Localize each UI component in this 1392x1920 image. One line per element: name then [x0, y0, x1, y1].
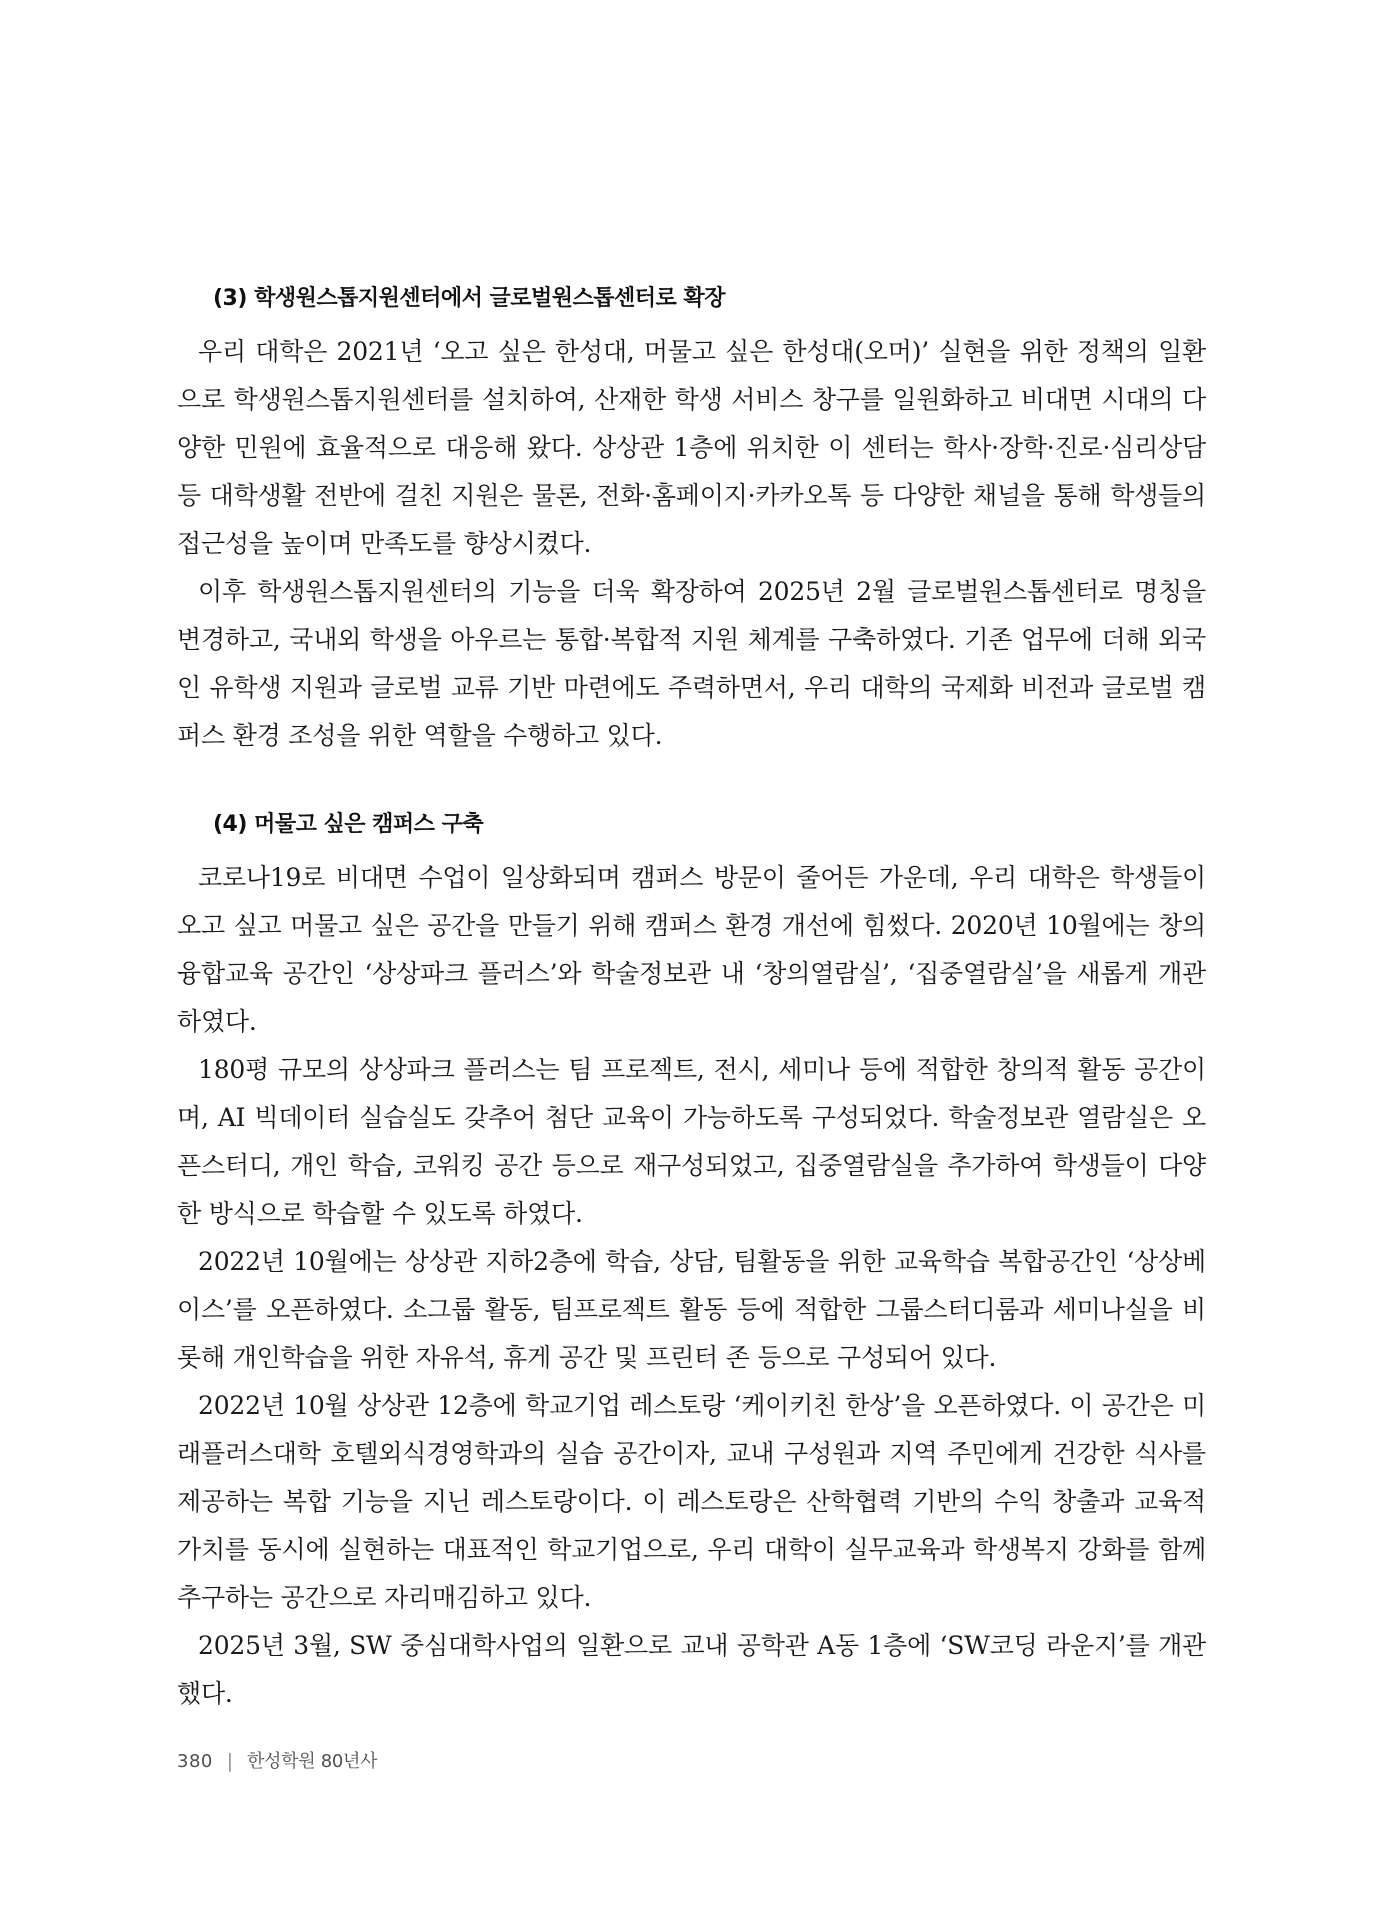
section-1 — [177, 283, 1206, 760]
body-paragraph: 180평 규모의 상상파크 플러스는 팀 프로젝트, 전시, 세미나 등에 적합한 창의적 활동 공간이며, AI 빅데이터 실습실도 갖추어 첨단 교육이 가능하도록 구성되었다. 학술정보관 열람실은 오픈스터디, 개인 학습, 코워킹 공간 등으로 재구성되었고, 집중열람실을 추가하여 학생들이 다양한 방식으로 학습할 수 있도록 하였다. — [177, 1055, 1206, 1228]
section-heading: (3) 학생원스톱지원센터에서 글로벌원스톱센터로 확장 — [213, 286, 725, 311]
section-2 — [177, 809, 1206, 1718]
page-content — [177, 283, 1206, 1718]
sections-container — [177, 283, 1206, 1718]
body-paragraph: 코로나19로 비대면 수업이 일상화되며 캠퍼스 방문이 줄어든 가운데, 우리 대학은 학생들이 오고 싶고 머물고 싶은 공간을 만들기 위해 캠퍼스 환경 개선에 힘썼다. 2020년 10월에는 창의융합교육 공간인 ‘상상파크 플러스’와 학술정보관 내 ‘창의열람실’, ‘집중열람실’을 새롭게 개관하였다. — [177, 863, 1206, 1036]
body-paragraph: 2022년 10월에는 상상관 지하2층에 학습, 상담, 팀활동을 위한 교육학습 복합공간인 ‘상상베이스’를 오픈하였다. 소그룹 활동, 팀프로젝트 활동 등에 적합한 그룹스터디룸과 세미나실을 비롯해 개인학습을 위한 자유석, 휴게 공간 및 프린터 존 등으로 구성되어 있다. — [177, 1247, 1206, 1372]
body-paragraph: 2025년 3월, SW 중심대학사업의 일환으로 교내 공학관 A동 1층에 ‘SW코딩 라운지’를 개관했다. — [177, 1631, 1206, 1708]
page-number: 380 — [177, 1751, 213, 1772]
book-title: 한성학원 80년사 — [246, 1751, 378, 1772]
footer-separator: | — [226, 1750, 233, 1773]
section-heading: (4) 머물고 싶은 캠퍼스 구축 — [213, 812, 484, 837]
body-paragraph: 우리 대학은 2021년 ‘오고 싶은 한성대, 머물고 싶은 한성대(오머)’ 실현을 위한 정책의 일환으로 학생원스톱지원센터를 설치하여, 산재한 학생 서비스 창구를 일원화하고 비대면 시대의 다양한 민원에 효율적으로 대응해 왔다. 상상관 1층에 위치한 이 센터는 학사·장학·진로·심리상담 등 대학생활 전반에 걸친 지원은 물론, 전화·홈페이지·카카오톡 등 다양한 채널을 통해 학생들의 접근성을 높이며 만족도를 향상시켰다. — [177, 337, 1206, 558]
body-paragraph: 이후 학생원스톱지원센터의 기능을 더욱 확장하여 2025년 2월 글로벌원스톱센터로 명칭을 변경하고, 국내외 학생을 아우르는 통합·복합적 지원 체계를 구축하였다. 기존 업무에 더해 외국인 유학생 지원과 글로벌 교류 기반 마련에도 주력하면서, 우리 대학의 국제화 비전과 글로벌 캠퍼스 환경 조성을 위한 역할을 수행하고 있다. — [177, 577, 1206, 750]
body-paragraph: 2022년 10월 상상관 12층에 학교기업 레스토랑 ‘케이키친 한상’을 오픈하였다. 이 공간은 미래플러스대학 호텔외식경영학과의 실습 공간이자, 교내 구성원과 지역 주민에게 건강한 식사를 제공하는 복합 기능을 지닌 레스토랑이다. 이 레스토랑은 산학협력 기반의 수익 창출과 교육적 가치를 동시에 실현하는 대표적인 학교기업으로, 우리 대학이 실무교육과 학생복지 강화를 함께 추구하는 공간으로 자리매김하고 있다. — [177, 1391, 1206, 1612]
page-footer — [177, 1750, 377, 1774]
